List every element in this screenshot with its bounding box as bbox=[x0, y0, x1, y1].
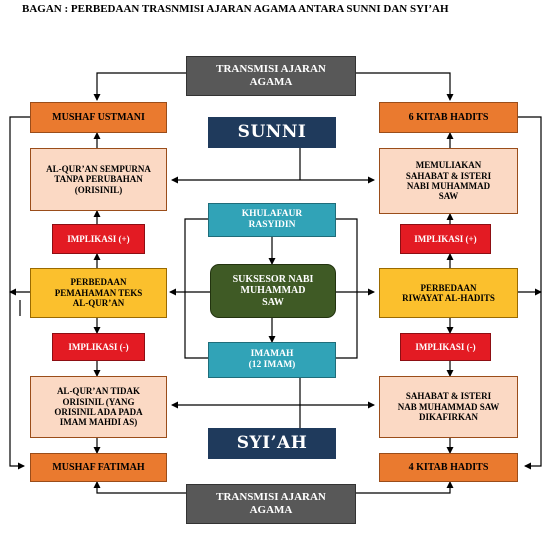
perbedaan-riwayat-box: PERBEDAAN RIWAYAT AL-HADITS bbox=[379, 268, 518, 318]
suksesor-nabi-box: SUKSESOR NABI MUHAMMAD SAW bbox=[210, 264, 336, 318]
khulafaur-rasyidin-box: KHULAFAUR RASYIDIN bbox=[208, 203, 336, 237]
enam-kitab-hadits-box: 6 KITAB HADITS bbox=[379, 102, 518, 133]
perbedaan-pemahaman-box: PERBEDAAN PEMAHAMAN TEKS AL-QUR’AN bbox=[30, 268, 167, 318]
diagram-title: BAGAN : PERBEDAAN TRASNMISI AJARAN AGAMA ANTARA SUNNI DAN SYI’AH bbox=[22, 3, 449, 15]
imamah-box: IMAMAH (12 IMAM) bbox=[208, 342, 336, 378]
mushaf-ustmani-box: MUSHAF USTMANI bbox=[30, 102, 167, 133]
quran-tidak-orisinil-box: AL-QUR’AN TIDAK ORISINIL (YANG ORISINIL ADA PADA IMAM MAHDI AS) bbox=[30, 376, 167, 438]
transmisi-ajaran-agama-bottom: TRANSMISI AJARAN AGAMA bbox=[186, 484, 356, 524]
implikasi-plus-left: IMPLIKASI (+) bbox=[52, 224, 145, 254]
empat-kitab-hadits-box: 4 KITAB HADITS bbox=[379, 453, 518, 482]
quran-sempurna-box: AL-QUR’AN SEMPURNA TANPA PERUBAHAN (ORISINIL) bbox=[30, 148, 167, 211]
implikasi-plus-right: IMPLIKASI (+) bbox=[400, 224, 491, 254]
memuliakan-sahabat-box: MEMULIAKAN SAHABAT & ISTERI NABI MUHAMMAD SAW bbox=[379, 148, 518, 214]
mushaf-fatimah-box: MUSHAF FATIMAH bbox=[30, 453, 167, 482]
syiah-header: SYI’AH bbox=[208, 428, 336, 459]
sunni-header: SUNNI bbox=[208, 117, 336, 148]
sahabat-dikafirkan-box: SAHABAT & ISTERI NAB MUHAMMAD SAW DIKAFIRKAN bbox=[379, 376, 518, 438]
implikasi-minus-left: IMPLIKASI (-) bbox=[52, 333, 145, 361]
transmisi-ajaran-agama-top: TRANSMISI AJARAN AGAMA bbox=[186, 56, 356, 96]
implikasi-minus-right: IMPLIKASI (-) bbox=[400, 333, 491, 361]
